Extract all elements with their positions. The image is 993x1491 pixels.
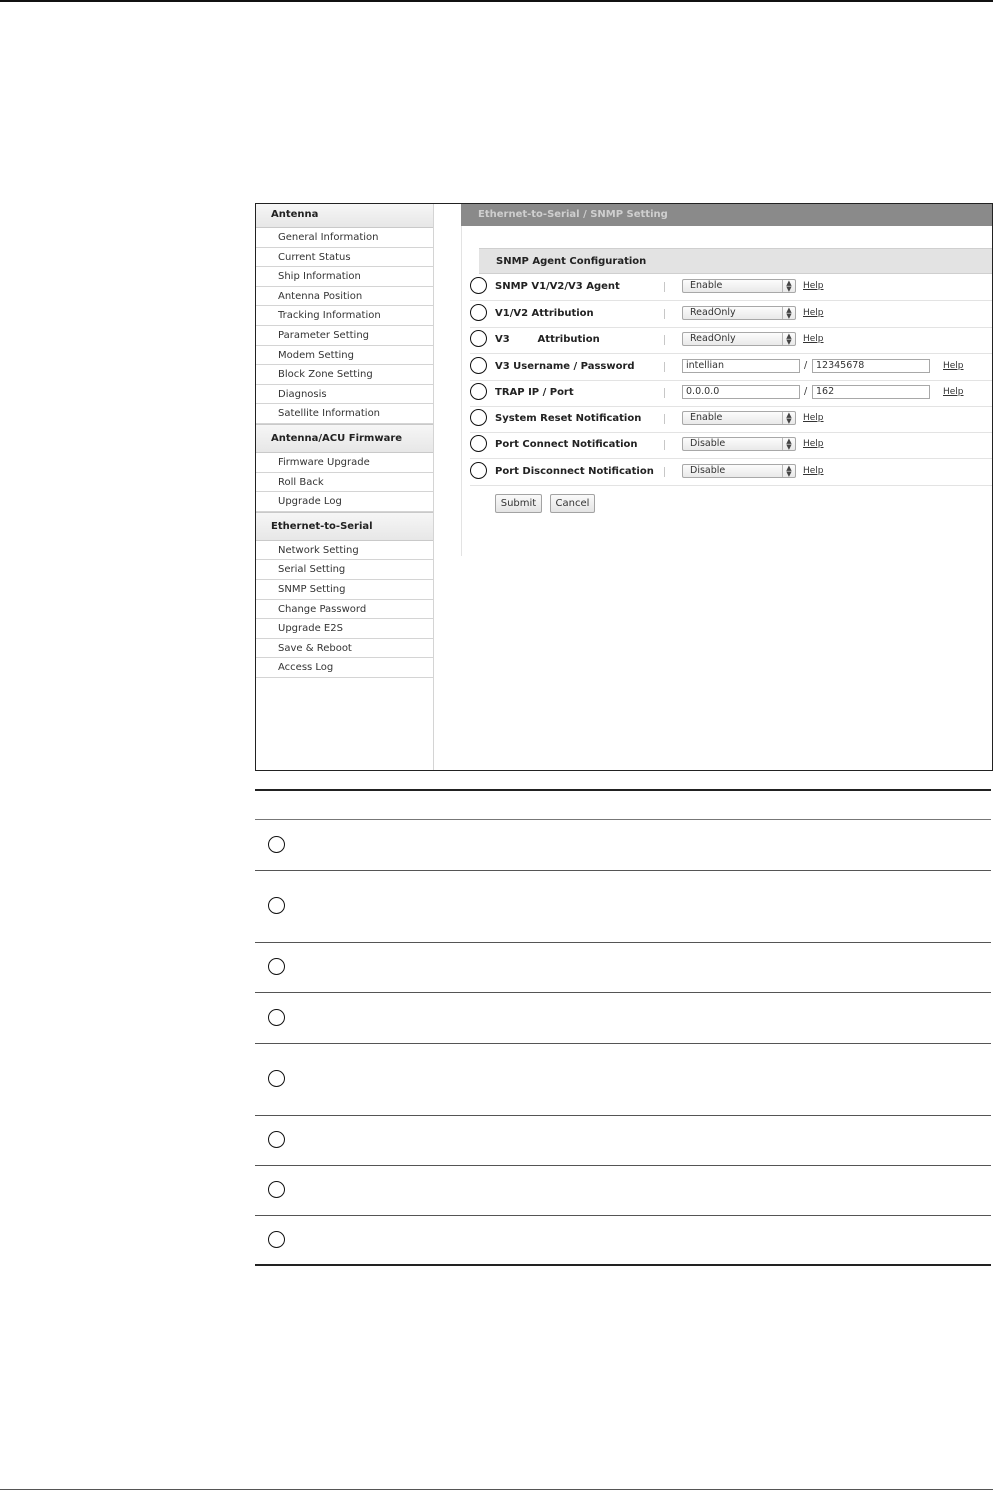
- port-disconnect-notification-help-link[interactable]: Help: [803, 466, 824, 476]
- v3-username-password-help-link[interactable]: Help: [943, 361, 964, 371]
- system-reset-notification-label: System Reset Notification: [495, 413, 642, 424]
- sidebar-item-parameter-setting[interactable]: Parameter Setting: [256, 326, 433, 346]
- username-password-separator: /: [804, 360, 808, 371]
- port-disconnect-notification-label: Port Disconnect Notification: [495, 466, 654, 477]
- table-row: [255, 1216, 991, 1264]
- row-divider: [664, 362, 665, 372]
- circle-marker-icon: [268, 1070, 285, 1087]
- sidebar-item-general-information[interactable]: General Information: [256, 228, 433, 248]
- v1v2-attribution-select-value: ReadOnly: [690, 307, 736, 318]
- row-divider: [664, 440, 665, 450]
- circle-marker-icon: [470, 462, 487, 479]
- sidebar-heading-antenna[interactable]: Antenna: [256, 204, 433, 228]
- circle-marker-icon: [268, 1231, 285, 1248]
- v3-username-password-label: V3 Username / Password: [495, 361, 635, 372]
- sidebar-item-firmware-upgrade[interactable]: Firmware Upgrade: [256, 453, 433, 473]
- page-bottom-rule: [0, 1489, 993, 1490]
- sidebar-heading-e2s[interactable]: Ethernet-to-Serial: [256, 512, 433, 541]
- sidebar-item-upgrade-log[interactable]: Upgrade Log: [256, 492, 433, 512]
- row-system-reset-notification: [470, 406, 992, 433]
- circle-marker-icon: [268, 897, 285, 914]
- updown-arrows-icon: ▲ ▼: [782, 307, 795, 319]
- content-divider: [461, 226, 462, 556]
- sidebar-heading-firmware[interactable]: Antenna/ACU Firmware: [256, 424, 433, 453]
- table-row: [255, 943, 991, 993]
- circle-marker-icon: [470, 304, 487, 321]
- system-reset-notification-help-link[interactable]: Help: [803, 413, 824, 423]
- table-row: [255, 820, 991, 871]
- circle-marker-icon: [470, 330, 487, 347]
- v1v2-attribution-select[interactable]: [682, 306, 796, 320]
- trap-ip-port-label: TRAP IP / Port: [495, 387, 574, 398]
- table-row: [255, 871, 991, 943]
- cancel-button[interactable]: Cancel: [550, 494, 595, 513]
- port-connect-notification-label: Port Connect Notification: [495, 439, 638, 450]
- circle-marker-icon: [470, 383, 487, 400]
- row-divider: [664, 414, 665, 424]
- sidebar-item-modem-setting[interactable]: Modem Setting: [256, 346, 433, 366]
- sidebar-group-e2s: [256, 512, 433, 678]
- circle-marker-icon: [268, 958, 285, 975]
- sidebar-group-firmware: [256, 424, 433, 512]
- sidebar-item-satellite-information[interactable]: Satellite Information: [256, 404, 433, 424]
- v3-password-input[interactable]: 12345678: [812, 359, 930, 373]
- sidebar-item-antenna-position[interactable]: Antenna Position: [256, 287, 433, 307]
- sidebar-nav: [256, 204, 434, 770]
- sidebar-item-current-status[interactable]: Current Status: [256, 248, 433, 268]
- sidebar-item-tracking-information[interactable]: Tracking Information: [256, 306, 433, 326]
- row-divider: [664, 335, 665, 345]
- row-divider: [664, 282, 665, 292]
- v3-attribution-label: V3 Attribution: [495, 334, 600, 345]
- sidebar-item-save-reboot[interactable]: Save & Reboot: [256, 639, 433, 659]
- v3-attribution-select-value: ReadOnly: [690, 333, 736, 344]
- updown-arrows-icon: ▲ ▼: [782, 465, 795, 477]
- sidebar-item-ship-information[interactable]: Ship Information: [256, 267, 433, 287]
- row-snmp-agent: [470, 274, 992, 301]
- row-port-connect-notification: [470, 432, 992, 459]
- sidebar-item-serial-setting[interactable]: Serial Setting: [256, 560, 433, 580]
- section-title: SNMP Agent Configuration: [479, 248, 992, 274]
- snmp-agent-label: SNMP V1/V2/V3 Agent: [495, 281, 620, 292]
- sidebar-item-block-zone-setting[interactable]: Block Zone Setting: [256, 365, 433, 385]
- submit-button[interactable]: Submit: [495, 494, 542, 513]
- updown-arrows-icon: ▲ ▼: [782, 412, 795, 424]
- row-divider: [664, 309, 665, 319]
- screenshot-frame: [255, 203, 993, 771]
- table-row: [255, 1116, 991, 1166]
- table-header-row: [255, 791, 991, 820]
- circle-marker-icon: [470, 435, 487, 452]
- v1v2-attribution-label: V1/V2 Attribution: [495, 308, 594, 319]
- port-connect-notification-help-link[interactable]: Help: [803, 439, 824, 449]
- row-v3-username-password: [470, 354, 992, 381]
- port-connect-notification-select[interactable]: [682, 437, 796, 451]
- circle-marker-icon: [268, 1131, 285, 1148]
- updown-arrows-icon: ▲ ▼: [782, 280, 795, 292]
- sidebar-item-snmp-setting[interactable]: SNMP Setting: [256, 580, 433, 600]
- system-reset-notification-select[interactable]: [682, 411, 796, 425]
- sidebar-item-diagnosis[interactable]: Diagnosis: [256, 385, 433, 405]
- circle-marker-icon: [268, 1181, 285, 1198]
- circle-marker-icon: [470, 409, 487, 426]
- circle-marker-icon: [470, 357, 487, 374]
- row-divider: [664, 388, 665, 398]
- v3-attribution-select[interactable]: [682, 332, 796, 346]
- table-row: [255, 1166, 991, 1216]
- updown-arrows-icon: ▲ ▼: [782, 438, 795, 450]
- trap-port-input[interactable]: 162: [812, 385, 930, 399]
- row-port-disconnect-notification: [470, 459, 992, 486]
- main-content: [461, 204, 992, 770]
- circle-marker-icon: [268, 1009, 285, 1026]
- sidebar-item-roll-back[interactable]: Roll Back: [256, 473, 433, 493]
- page-top-rule: [0, 0, 993, 2]
- trap-ip-port-help-link[interactable]: Help: [943, 387, 964, 397]
- circle-marker-icon: [268, 836, 285, 853]
- circle-marker-icon: [470, 277, 487, 294]
- sidebar-group-antenna: [256, 204, 433, 424]
- ip-port-separator: /: [804, 386, 808, 397]
- table-row: [255, 1044, 991, 1116]
- table-bottom-rule: [255, 1264, 991, 1266]
- page-title: Ethernet-to-Serial / SNMP Setting: [461, 204, 992, 226]
- snmp-agent-help-link[interactable]: Help: [803, 281, 824, 291]
- row-divider: [664, 467, 665, 477]
- snmp-agent-select[interactable]: [682, 279, 796, 293]
- trap-ip-input[interactable]: 0.0.0.0: [682, 385, 800, 399]
- updown-arrows-icon: ▲ ▼: [782, 333, 795, 345]
- v3-attribution-help-link[interactable]: Help: [803, 334, 824, 344]
- v1v2-attribution-help-link[interactable]: Help: [803, 308, 824, 318]
- system-reset-notification-select-value: Enable: [690, 412, 723, 423]
- sidebar-item-network-setting[interactable]: Network Setting: [256, 541, 433, 561]
- sidebar-item-access-log[interactable]: Access Log: [256, 658, 433, 678]
- snmp-agent-select-value: Enable: [690, 280, 723, 291]
- port-connect-notification-select-value: Disable: [690, 438, 726, 449]
- sidebar-item-upgrade-e2s[interactable]: Upgrade E2S: [256, 619, 433, 639]
- port-disconnect-notification-select[interactable]: [682, 464, 796, 478]
- row-trap-ip-port: [470, 380, 992, 407]
- row-v1v2-attribution: [470, 301, 992, 328]
- sidebar-item-change-password[interactable]: Change Password: [256, 600, 433, 620]
- port-disconnect-notification-select-value: Disable: [690, 465, 726, 476]
- row-v3-attribution: [470, 327, 992, 354]
- v3-username-input[interactable]: intellian: [682, 359, 800, 373]
- table-row: [255, 993, 991, 1044]
